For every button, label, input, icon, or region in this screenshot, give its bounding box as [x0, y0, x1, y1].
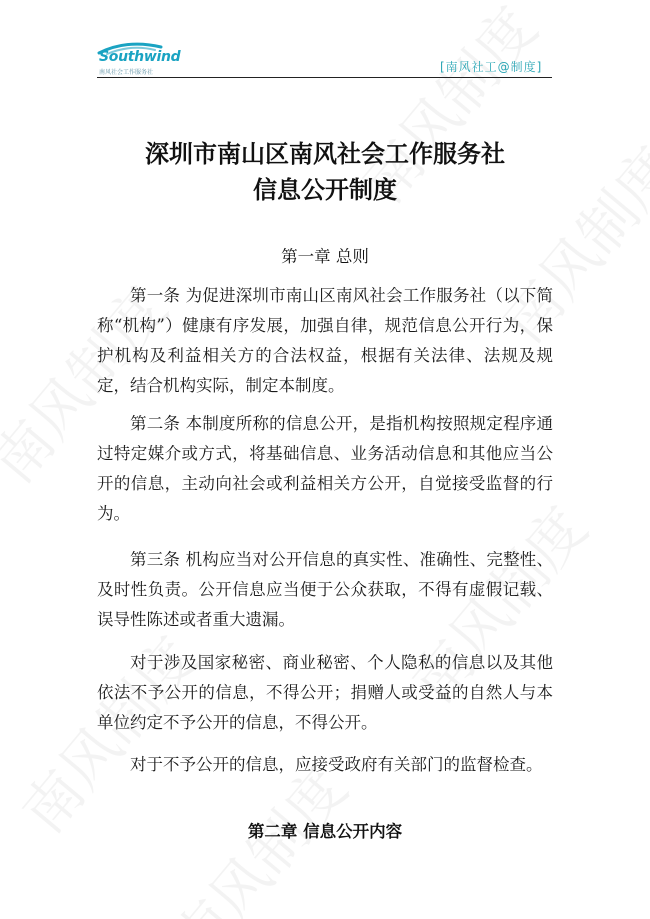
- logo-name: Southwind: [99, 49, 181, 65]
- document-title-line2: 信息公开制度: [253, 175, 397, 204]
- header-tagline: [南风社工@制度]: [440, 60, 543, 74]
- chapter-heading-2: 第二章 信息公开内容: [247, 822, 403, 841]
- article-2: 第二条 本制度所称的信息公开，是指机构按照规定程序通过特定媒介或方式，将基础信息、业务活动信息和其他应当公开的信息，主动向社会或利益相关方公开，自觉接受监督的行为。: [97, 414, 553, 523]
- article-3-clause-2: 对于涉及国家秘密、商业秘密、个人隐私的信息以及其他依法不予公开的信息，不得公开；捐赠人或受益的自然人与本单位约定不予公开的信息，不得公开。: [97, 653, 553, 732]
- chapter-heading-1: 第一章 总则: [281, 247, 369, 266]
- header-divider: [97, 77, 552, 78]
- logo-subtitle: 南风社会工作服务社: [99, 69, 154, 76]
- logo: [97, 41, 187, 75]
- article-3-clause-3: 对于不予公开的信息，应接受政府有关部门的监督检查。: [130, 755, 543, 774]
- document-title: 深圳市南山区南风社会工作服务社: [145, 139, 505, 168]
- page-header: [0, 0, 650, 82]
- article-1: 第一条 为促进深圳市南山区南风社会工作服务社（以下简称“机构”）健康有序发展，加强自律，规范信息公开行为，保护机构及利益相关方的合法权益，根据有关法律、法规及规定，结合机构实际，制定本制度。: [97, 286, 553, 395]
- article-3: 第三条 机构应当对公开信息的真实性、准确性、完整性、及时性负责。公开信息应当便于公众获取，不得有虚假记载、误导性陈述或者重大遗漏。: [97, 550, 553, 629]
